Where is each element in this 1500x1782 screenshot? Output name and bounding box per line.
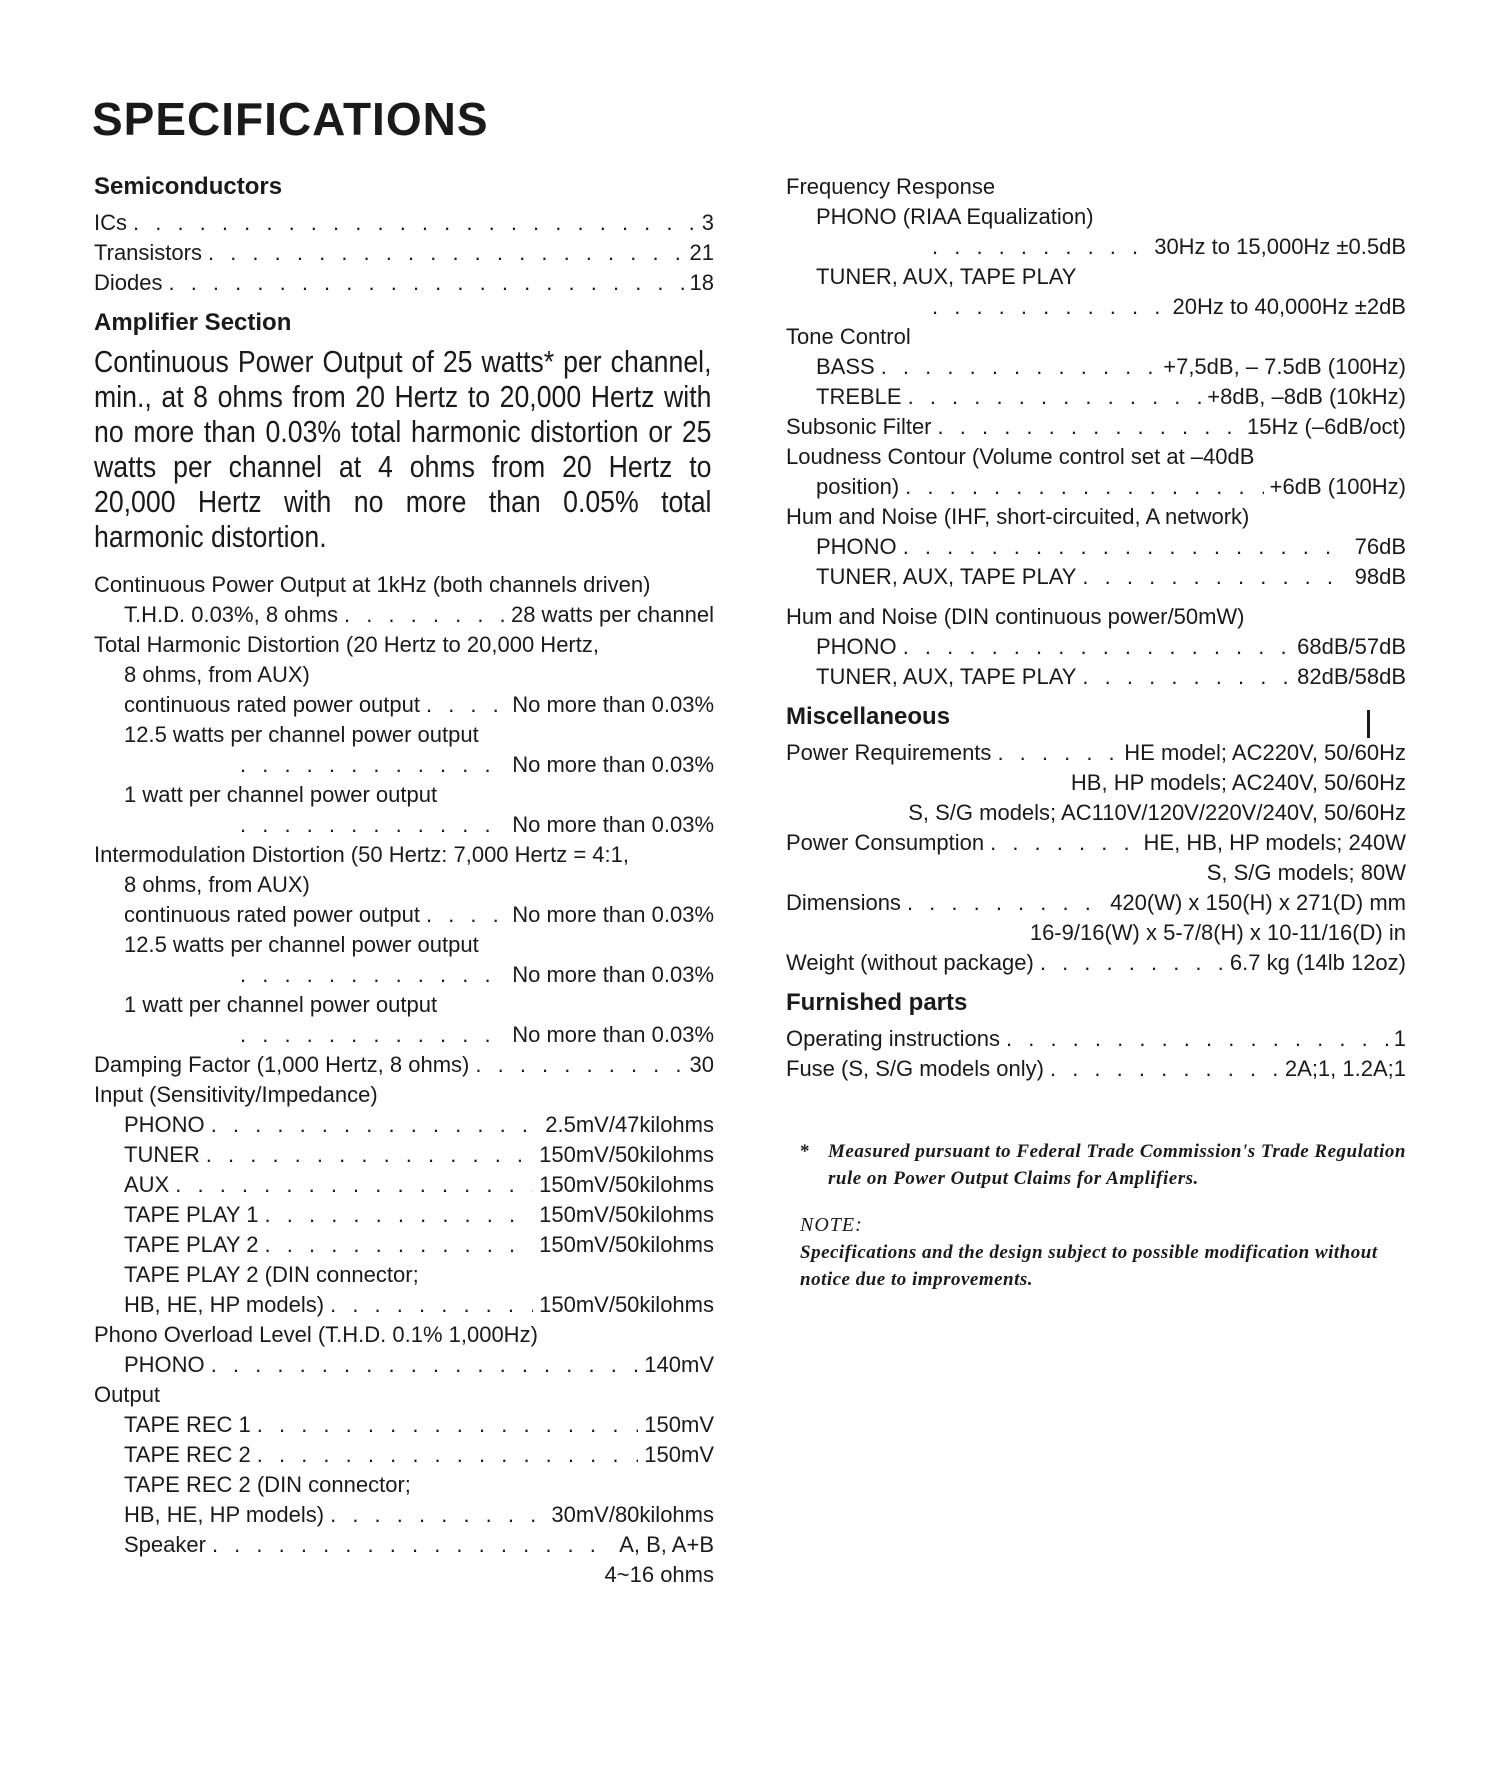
power-cons-line-2: S, S/G models; 80W [1206, 860, 1406, 885]
spec-row-hum-din-phono: PHONO . . . 68dB/57dB [786, 632, 1406, 662]
semiconductors-heading: Semiconductors [94, 173, 283, 200]
power-output-statement: Continuous Power Output of 25 watts* per channel, min., at 8 ohms from 20 Hertz to 20,000 Hertz with no more than 0.03% total harmonic distortion or 25 watts per channel at 4 ohms from 20 Hertz to 20,000 Hertz with no more than 0.05% total harmonic distortion. [94, 344, 712, 554]
furnished-heading: Furnished parts [786, 989, 968, 1016]
spec-row-fuse: Fuse (S, S/G models only) . . . 2A;1, 1.2A;1 [786, 1054, 1406, 1084]
freq-phono-line: PHONO (RIAA Equalization) [816, 204, 1094, 229]
spec-row-ics: ICs . . . 3 [94, 208, 714, 238]
spec-row-damping: Damping Factor (1,000 Hertz, 8 ohms) . . . 30 [94, 1050, 714, 1080]
overload-line: Phono Overload Level (T.H.D. 0.1% 1,000Hz) [94, 1322, 538, 1347]
imd-one-label: 1 watt per channel power output [124, 992, 438, 1017]
loudness-line: Loudness Contour (Volume control set at –40dB [786, 444, 1255, 469]
freq-tuner-line: TUNER, AUX, TAPE PLAY [816, 264, 1077, 289]
hum-ihf-line: Hum and Noise (IHF, short-circuited, A network) [786, 504, 1250, 529]
spec-row-input-tuner: TUNER . . . 150mV/50kilohms [94, 1140, 714, 1170]
output-heading: Output [94, 1382, 161, 1407]
spec-row-freq-phono: . . . 30Hz to 15,000Hz ±0.5dB [786, 232, 1406, 262]
spec-row-input-tape1: TAPE PLAY 1 . . . 150mV/50kilohms [94, 1200, 714, 1230]
spec-row-cpo: T.H.D. 0.03%, 8 ohms . . . 28 watts per channel [94, 600, 714, 630]
spec-row-diodes: Diodes . . . 18 [94, 268, 714, 298]
page-title: SPECIFICATIONS [92, 93, 489, 145]
imd-line-1: Intermodulation Distortion (50 Hertz: 7,000 Hertz = 4:1, [94, 842, 629, 867]
spec-row-imd-rated: continuous rated power output . . . No more than 0.03% [94, 900, 714, 930]
speaker-ohms: 4~16 ohms [604, 1562, 714, 1587]
spec-row-power-cons: Power Consumption . . . HE, HB, HP models; 240W [786, 828, 1406, 858]
cpo-line: Continuous Power Output at 1kHz (both channels driven) [94, 572, 651, 597]
freq-heading: Frequency Response [786, 174, 996, 199]
spec-row-hum-din-tuner: TUNER, AUX, TAPE PLAY . . . 82dB/58dB [786, 662, 1406, 692]
din-output-line: TAPE REC 2 (DIN connector; [124, 1472, 411, 1497]
spec-row-thd-half: . . . No more than 0.03% [94, 750, 714, 780]
spec-row-transistors: Transistors . . . 21 [94, 238, 714, 268]
spec-row-thd-rated: continuous rated power output . . . No more than 0.03% [94, 690, 714, 720]
spec-row-input-tape2: TAPE PLAY 2 . . . 150mV/50kilohms [94, 1230, 714, 1260]
power-req-line-3: S, S/G models; AC110V/120V/220V/240V, 50/60Hz [908, 800, 1406, 825]
thd-one-label: 1 watt per channel power output [124, 782, 438, 807]
note-heading: NOTE: [800, 1214, 863, 1236]
spec-row-freq-tuner: . . . 20Hz to 40,000Hz ±2dB [786, 292, 1406, 322]
spec-row-imd-one: . . . No more than 0.03% [94, 1020, 714, 1050]
imd-half-label: 12.5 watts per channel power output [124, 932, 479, 957]
thd-half-label: 12.5 watts per channel power output [124, 722, 479, 747]
amplifier-heading: Amplifier Section [94, 309, 292, 336]
spec-row-imd-half: . . . No more than 0.03% [94, 960, 714, 990]
misc-bar-mark [1367, 710, 1370, 738]
spec-row-output-rec1: TAPE REC 1 . . . 150mV [94, 1410, 714, 1440]
spec-row-overload: PHONO . . . 140mV [94, 1350, 714, 1380]
input-heading: Input (Sensitivity/Impedance) [94, 1082, 378, 1107]
spec-row-bass: BASS . . . +7,5dB, – 7.5dB (100Hz) [786, 352, 1406, 382]
spec-row-power-req: Power Requirements . . . HE model; AC220V, 50/60Hz [786, 738, 1406, 768]
spec-row-speaker: Speaker . . . A, B, A+B [94, 1530, 714, 1560]
hum-din-line: Hum and Noise (DIN continuous power/50mW) [786, 604, 1245, 629]
spec-row-din-input: HB, HE, HP models) . . . 150mV/50kilohms [94, 1290, 714, 1320]
spec-row-treble: TREBLE . . . +8dB, –8dB (10kHz) [786, 382, 1406, 412]
thd-line-2: 8 ohms, from AUX) [124, 662, 310, 687]
ftc-footnote [800, 1138, 1406, 1192]
spec-row-instructions: Operating instructions . . . 1 [786, 1024, 1406, 1054]
right-column [786, 172, 1406, 1293]
thd-line-1: Total Harmonic Distortion (20 Hertz to 20,000 Hertz, [94, 632, 599, 657]
spec-row-output-rec2: TAPE REC 2 . . . 150mV [94, 1440, 714, 1470]
left-column [94, 172, 714, 1590]
footnote-text: Measured pursuant to Federal Trade Commission's Trade Regulation rule on Power Output Claims for Amplifiers. [828, 1141, 1406, 1189]
spec-row-din-output: HB, HE, HP models) . . . 30mV/80kilohms [94, 1500, 714, 1530]
spec-row-hum-ihf-tuner: TUNER, AUX, TAPE PLAY . . . 98dB [786, 562, 1406, 592]
footnote-star: * [800, 1141, 810, 1162]
note-text: Specifications and the design subject to possible modification without notice due to improvements. [800, 1242, 1378, 1290]
spec-row-loudness: position) . . . +6dB (100Hz) [786, 472, 1406, 502]
imd-line-2: 8 ohms, from AUX) [124, 872, 310, 897]
spec-row-subsonic: Subsonic Filter . . . 15Hz (–6dB/oct) [786, 412, 1406, 442]
misc-heading: Miscellaneous [786, 703, 951, 730]
power-req-line-2: HB, HP models; AC240V, 50/60Hz [1070, 770, 1406, 795]
din-input-line: TAPE PLAY 2 (DIN connector; [124, 1262, 419, 1287]
tone-heading: Tone Control [786, 324, 911, 349]
spec-row-thd-one: . . . No more than 0.03% [94, 810, 714, 840]
spec-row-weight: Weight (without package) . . . 6.7 kg (14lb 12oz) [786, 948, 1406, 978]
spec-row-hum-ihf-phono: PHONO . . . 76dB [786, 532, 1406, 562]
spec-row-dimensions: Dimensions . . . 420(W) x 150(H) x 271(D) mm [786, 888, 1406, 918]
notes-block [786, 1138, 1406, 1293]
dimensions-line-2: 16-9/16(W) x 5-7/8(H) x 10-11/16(D) in [1029, 920, 1406, 945]
spec-row-input-aux: AUX . . . 150mV/50kilohms [94, 1170, 714, 1200]
spec-row-input-phono: PHONO . . . 2.5mV/47kilohms [94, 1110, 714, 1140]
